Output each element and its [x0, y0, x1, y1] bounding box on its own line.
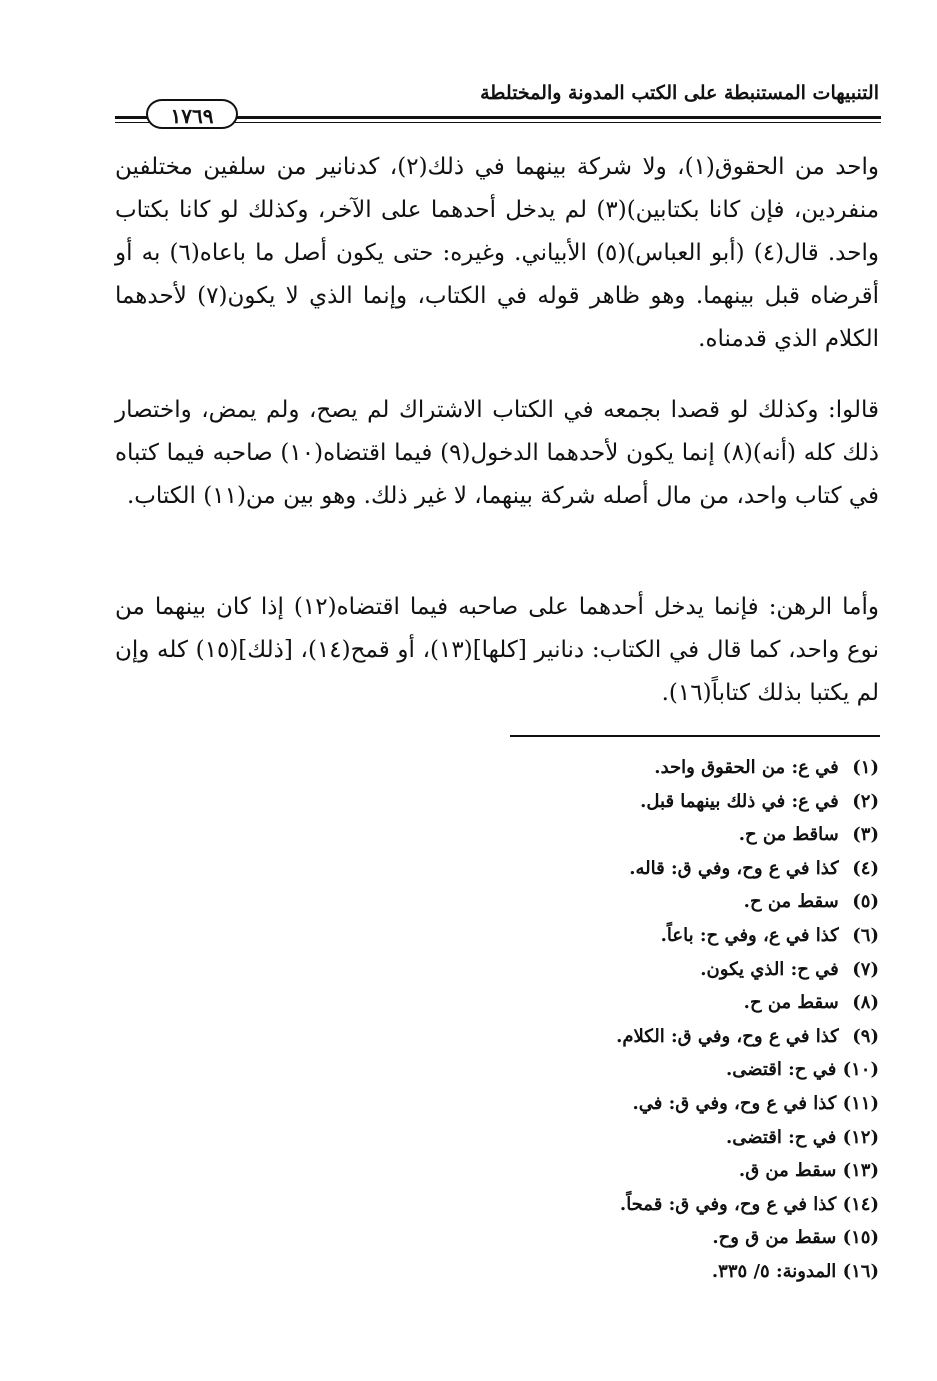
footnote-number: (١٦) — [842, 1260, 879, 1282]
footnote-item — [439, 885, 879, 919]
footnote-item — [439, 785, 879, 819]
footnote-separator — [510, 735, 880, 737]
footnote-text: في ح: اقتضى. — [725, 1126, 837, 1148]
footnote-item — [439, 1154, 879, 1188]
footnote-item — [439, 1255, 879, 1289]
paragraph-2 — [115, 389, 879, 518]
footnote-text: ساقط من ح. — [738, 824, 839, 846]
footnote-item — [439, 1020, 879, 1054]
running-title: التنبيهات المستنبطة على الكتب المدونة والمختلطة — [480, 82, 879, 104]
footnote-item — [439, 953, 879, 987]
footnote-item — [439, 818, 879, 852]
footnote-number: (٤) — [852, 857, 879, 879]
footnote-number: (١٤) — [842, 1193, 879, 1215]
footnote-number: (٥) — [852, 891, 879, 913]
footnote-text: في ح: اقتضى. — [725, 1059, 837, 1081]
footnote-text: كذا في ع وح، وفي ق: الكلام. — [616, 1025, 839, 1047]
footnote-number: (٦) — [852, 924, 879, 946]
footnote-item — [439, 852, 879, 886]
footnote-text: سقط من ح. — [743, 891, 839, 913]
footnote-item — [439, 751, 879, 785]
paragraph-1 — [115, 146, 879, 361]
footnote-item — [439, 1087, 879, 1121]
footnote-number: (٣) — [852, 824, 879, 846]
footnote-item — [439, 1188, 879, 1222]
paragraph-1-text: واحد من الحقوق(١)، ولا شركة بينهما في ذلك(٢)، كدنانير من سلفين مختلفين منفردين، فإن كانا بكتابين)(٣) لم يدخل أحدهما على الآخر، وكذلك لو كانا بكتاب واحد. قال(٤) (أبو العباس)(٥) الأبياني. وغيره: حتى يكون أصل ما باعاه(٦) به أو أقرضاه قبل بينهما. وهو ظاهر قوله في الكتاب، وإنما الذي لا يكون(٧) لأحدهما الكلام الذي قدمناه. — [115, 154, 880, 352]
footnote-number: (١٣) — [842, 1160, 879, 1182]
footnote-item — [439, 919, 879, 953]
footnote-item — [439, 1221, 879, 1255]
footnote-text: سقط من ح. — [743, 992, 839, 1014]
footnote-text: المدونة: ٥/ ٣٣٥. — [711, 1260, 837, 1282]
footnote-text: كذا في ع وح، وفي ق: قمحاً. — [619, 1193, 837, 1215]
footnote-number: (١١) — [842, 1092, 879, 1114]
footnote-text: في ع: من الحقوق واحد. — [654, 757, 839, 778]
footnote-number: (١٠) — [842, 1059, 879, 1081]
footnote-item — [439, 1121, 879, 1155]
footnote-text: كذا في ع، وفي ح: باعاً. — [660, 924, 839, 946]
page-number: ١٧٦٩ — [146, 99, 238, 129]
footnote-text: في ع: في ذلك بينهما قبل. — [640, 790, 839, 812]
footnotes-list — [439, 751, 879, 1289]
footnote-number: (١٥) — [842, 1227, 879, 1249]
footnote-number: (٧) — [852, 958, 879, 980]
footnote-number: (٢) — [852, 790, 879, 812]
footnote-text: في ح: الذي يكون. — [700, 958, 839, 980]
footnote-item — [439, 1053, 879, 1087]
footnote-text: سقط من ق وح. — [712, 1227, 837, 1249]
footnote-number: (١٢) — [842, 1126, 879, 1148]
footnote-number: (١) — [852, 757, 879, 778]
footnote-text: كذا في ع وح، وفي ق: قاله. — [629, 857, 839, 879]
paragraph-3 — [115, 586, 879, 715]
footnote-text: سقط من ق. — [738, 1160, 837, 1182]
footnote-number: (٨) — [852, 992, 879, 1014]
paragraph-2-text: قالوا: وكذلك لو قصدا بجمعه في الكتاب الاشتراك لم يصح، ولم يمض، واختصار ذلك كله (أنه)(٨) إنما يكون لأحدهما الدخول(٩) فيما اقتضاه(١٠) صاحبه فيما كتباه في كتاب واحد، من مال أصله شركة بينهما، لا غير ذلك. وهو بين من(١١) الكتاب. — [115, 397, 879, 509]
footnote-number: (٩) — [852, 1025, 879, 1047]
paragraph-3-text: وأما الرهن: فإنما يدخل أحدهما على صاحبه فيما اقتضاه(١٢) إذا كان بينهما من نوع واحد، كما قال في الكتاب: دنانير [كلها](١٣)، أو قمح(١٤)، [ذلك](١٥) كله وإن لم يكتبا بذلك كتاباً(١٦). — [115, 594, 879, 706]
footnote-text: كذا في ع وح، وفي ق: في. — [632, 1092, 837, 1114]
footnote-item — [439, 986, 879, 1020]
